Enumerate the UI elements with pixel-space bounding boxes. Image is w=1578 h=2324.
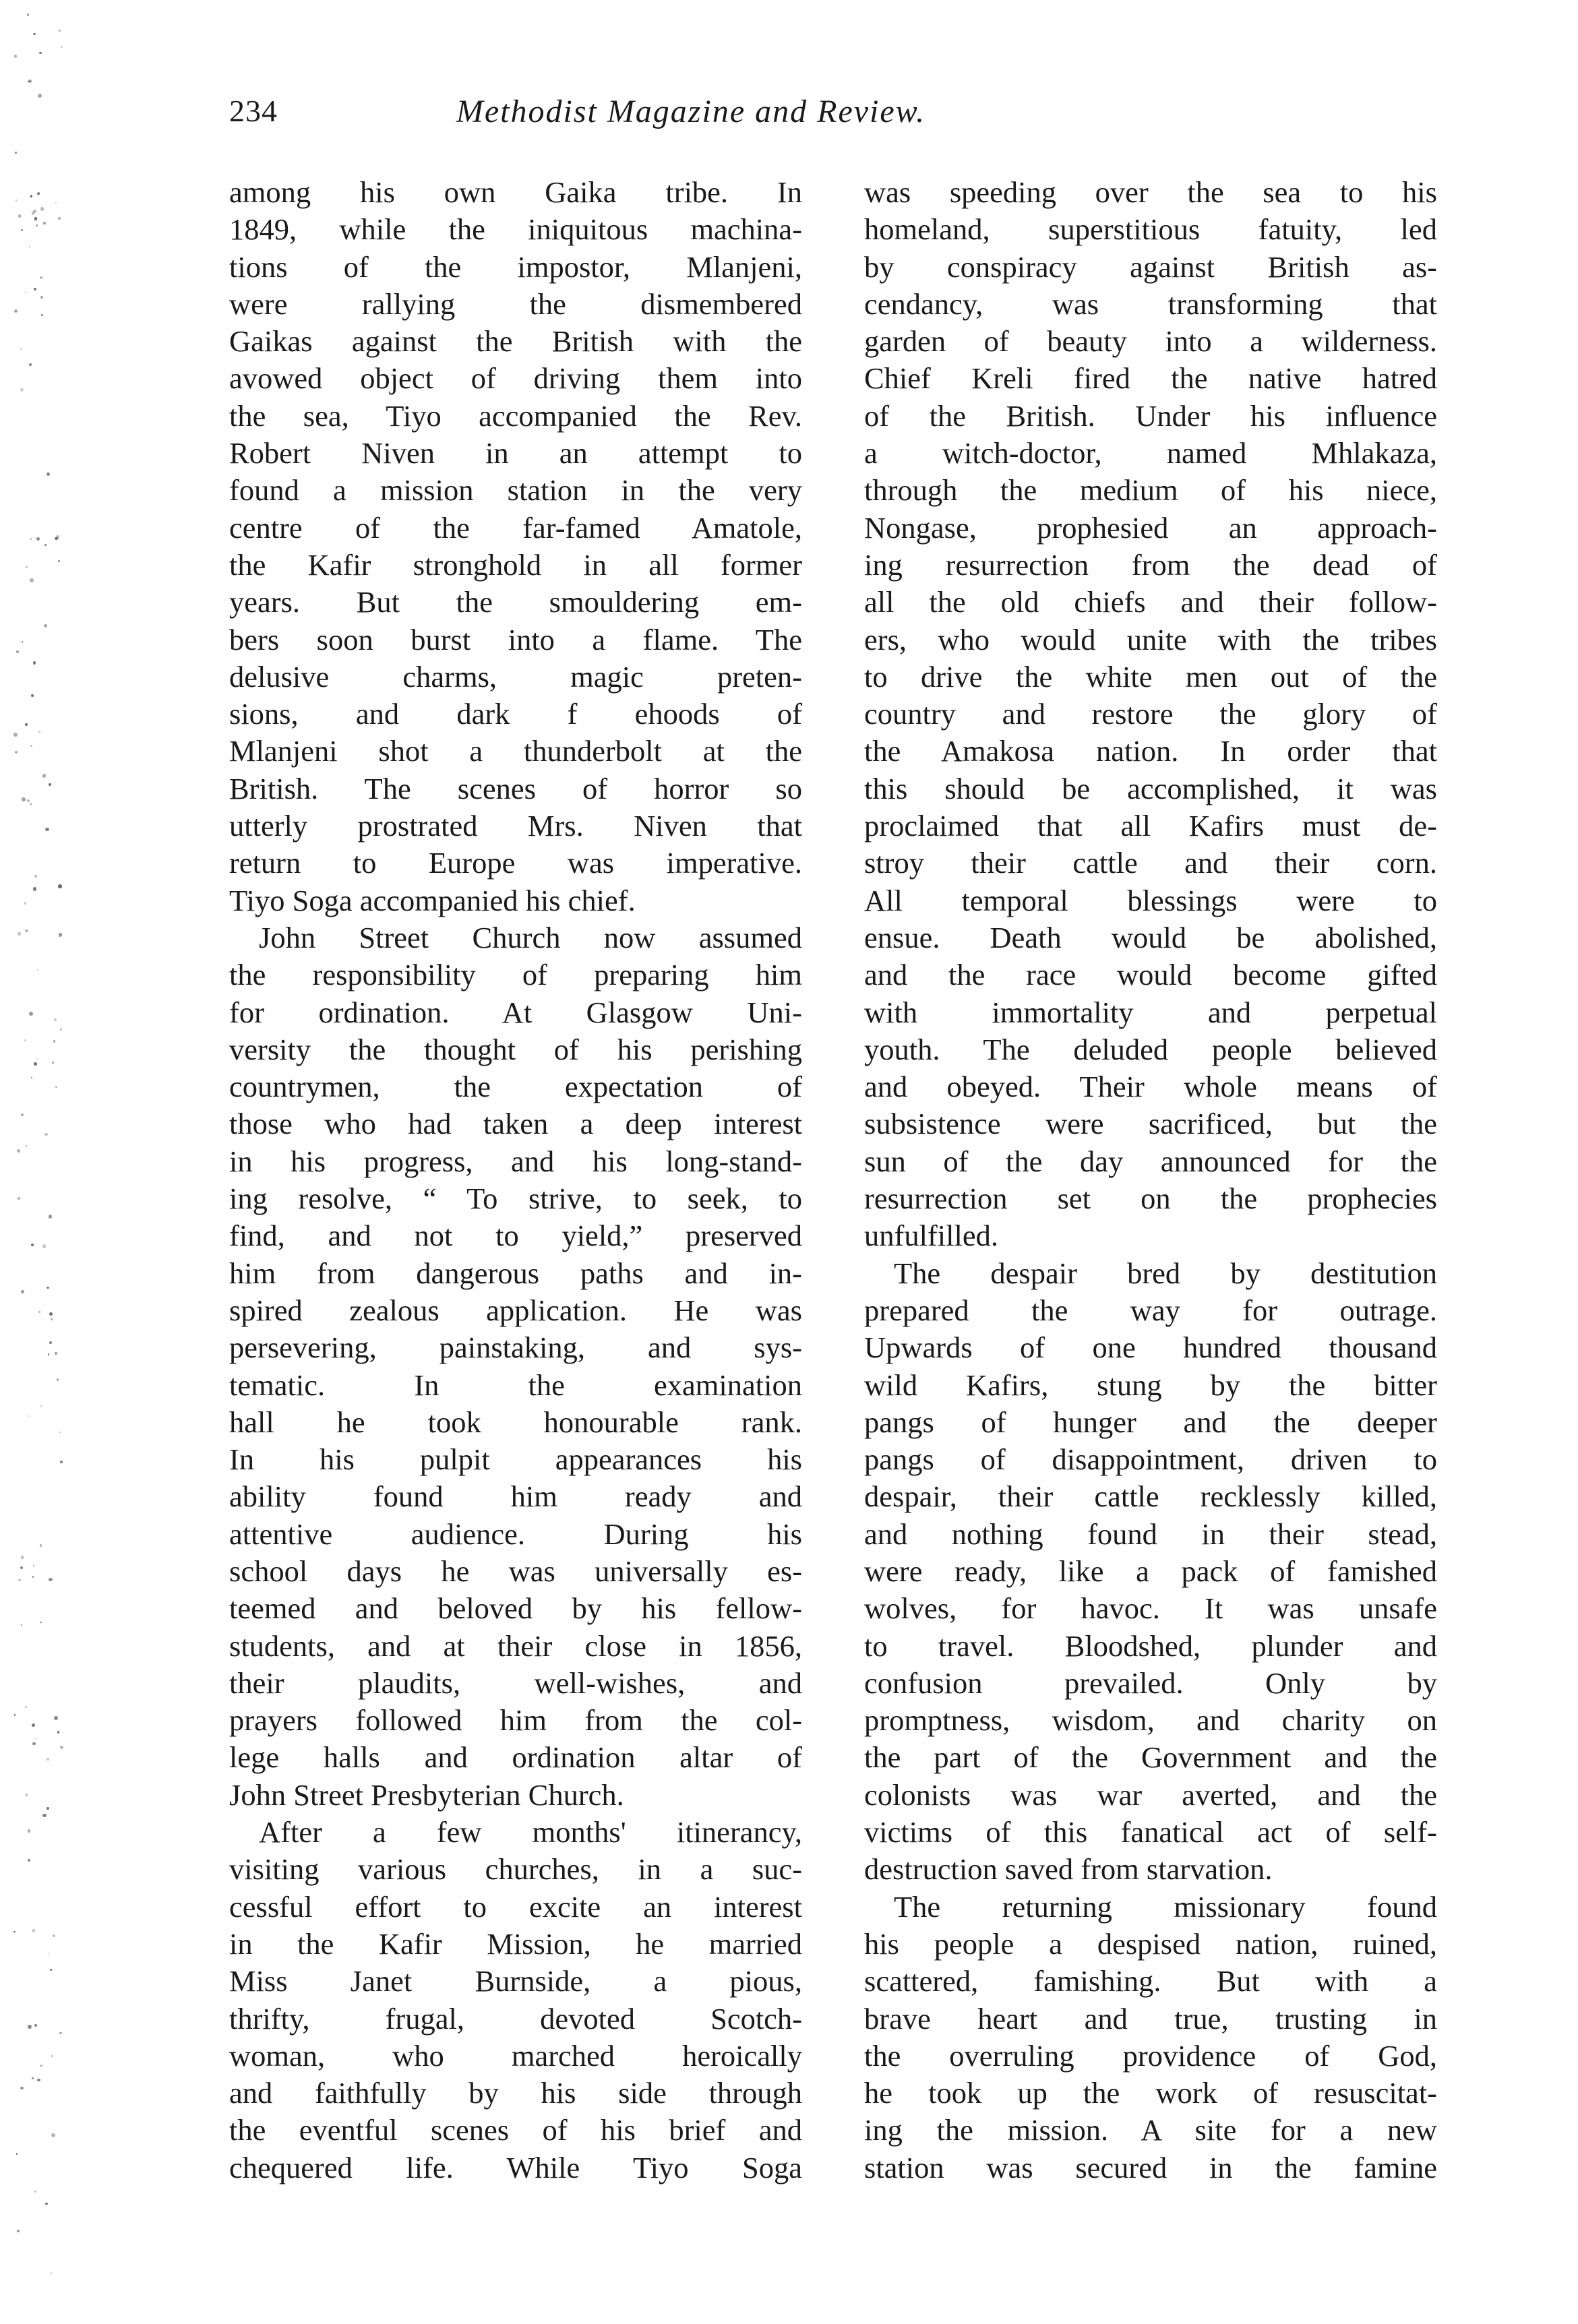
scan-speck [51, 1318, 53, 1320]
scan-speck [36, 1058, 38, 1060]
scan-speck [28, 1829, 31, 1833]
scan-speck [13, 1931, 16, 1933]
text-line: the overruling providence of God, [864, 2038, 1437, 2073]
text-line: thrifty, frugal, devoted Scotch- [229, 2001, 802, 2036]
scan-speck [55, 202, 57, 204]
scan-speck [33, 1565, 34, 1566]
text-line: was speeding over the sea to his [864, 175, 1437, 209]
scan-speck [57, 1731, 60, 1734]
scan-speck [17, 2230, 20, 2232]
text-line: those who had taken a deep interest [229, 1107, 802, 1141]
text-line: return to Europe was imperative. [229, 846, 802, 880]
scan-speck [36, 224, 38, 226]
text-line: versity the thought of his perishing [229, 1032, 802, 1066]
scan-speck [21, 229, 22, 231]
text-line: pangs of hunger and the deeper [864, 1405, 1437, 1439]
text-line: victims of this fanatical act of self- [864, 1815, 1437, 1849]
text-line: to travel. Bloodshed, plunder and [864, 1628, 1437, 1663]
text-line: despair, their cattle recklessly killed, [864, 1479, 1437, 1514]
scan-speck [48, 1353, 50, 1355]
text-line: The returning missionary found [894, 1889, 1437, 1924]
text-line: him from dangerous paths and in- [229, 1256, 802, 1290]
scan-speck [14, 309, 18, 313]
scan-speck [52, 1062, 54, 1064]
text-line: and faithfully by his side through [229, 2076, 802, 2110]
text-line: found a mission station in the very [229, 473, 802, 508]
text-line: in the Kafir Mission, he married [229, 1926, 802, 1961]
scan-speck [56, 535, 60, 539]
scan-speck [51, 2272, 52, 2273]
text-line: hall he took honourable rank. [229, 1405, 802, 1439]
text-line: country and restore the glory of [864, 697, 1437, 731]
scan-speck [22, 641, 24, 643]
scan-speck [58, 884, 62, 888]
scan-speck [30, 803, 32, 805]
text-line: school days he was universally es- [229, 1554, 802, 1588]
scan-speck [54, 1716, 58, 1720]
scan-speck [27, 13, 30, 16]
text-line: garden of beauty into a wilderness. [864, 324, 1437, 359]
left-text-column [229, 174, 802, 2187]
scan-speck [50, 1969, 52, 1971]
scan-speck [41, 314, 43, 316]
scan-speck [24, 1039, 26, 1041]
text-line: countrymen, the expectation of [229, 1070, 802, 1104]
scan-speck [18, 932, 20, 935]
scan-speck [20, 2087, 24, 2090]
text-line: Chief Kreli fired the native hatred [864, 361, 1437, 396]
scan-speck [14, 55, 18, 58]
text-line: station was secured in the famine [864, 2150, 1437, 2184]
scan-speck [40, 1405, 42, 1407]
scan-speck [34, 217, 37, 220]
text-line: years. But the smouldering em- [229, 585, 802, 619]
text-line: the Amakosa nation. In order that [864, 734, 1437, 768]
text-line: Mlanjeni shot a thunderbolt at the [229, 734, 802, 768]
scan-speck [51, 2133, 55, 2137]
text-line: sun of the day announced for the [864, 1144, 1437, 1178]
text-line: destruction saved from starvation. [864, 1852, 1273, 1887]
text-line: prayers followed him from the col- [229, 1703, 802, 1738]
scan-speck [33, 887, 36, 890]
text-line: for ordination. At Glasgow Uni- [229, 995, 802, 1029]
text-line: prepared the way for outrage. [864, 1293, 1437, 1327]
text-line: homeland, superstitious fatuity, led [864, 212, 1437, 247]
text-line: cendancy, was transforming that [864, 286, 1437, 321]
scan-speck [28, 1859, 30, 1862]
text-line: the responsibility of preparing him [229, 958, 802, 992]
text-line: colonists was war averted, and the [864, 1777, 1437, 1812]
text-line: ing resurrection from the dead of [864, 547, 1437, 582]
scan-speck [49, 1312, 53, 1316]
scan-speck [13, 733, 18, 737]
text-line: their plaudits, well-wishes, and [229, 1665, 802, 1700]
scan-speck [54, 1018, 57, 1021]
text-line: in his progress, and his long-stand- [229, 1144, 802, 1178]
text-line: 1849, while the iniquitous machina- [229, 212, 802, 247]
scan-speck [32, 2077, 34, 2079]
text-line: a witch-doctor, named Mhlakaza, [864, 436, 1437, 470]
scan-speck [59, 30, 61, 32]
text-line: Robert Niven in an attempt to [229, 436, 802, 470]
text-line: tematic. In the examination [229, 1368, 802, 1402]
scan-speck [44, 544, 47, 546]
scan-speck [42, 1814, 47, 1818]
text-line: British. The scenes of horror so [229, 771, 802, 805]
scan-speck [60, 1029, 62, 1031]
text-line: the eventful scenes of his brief and [229, 2113, 802, 2147]
text-line: were rallying the dismembered [229, 286, 802, 321]
scan-speck [32, 1723, 35, 1727]
text-line: confusion prevailed. Only by [864, 1665, 1437, 1700]
text-line: visiting various churches, in a suc- [229, 1852, 802, 1887]
scan-speck [51, 2055, 53, 2057]
scan-speck [16, 2153, 18, 2155]
text-line: to drive the white men out of the [864, 659, 1437, 694]
scan-speck [58, 217, 61, 220]
text-line: teemed and beloved by his fellow- [229, 1591, 802, 1626]
scan-speck [26, 1794, 28, 1796]
text-line: All temporal blessings were to [864, 883, 1437, 917]
scan-speck [15, 152, 17, 154]
text-line: wolves, for havoc. It was unsafe [864, 1591, 1437, 1626]
scan-speck [49, 1341, 52, 1344]
scan-speck [26, 1145, 27, 1146]
scan-speck [44, 624, 47, 628]
scan-speck [26, 566, 28, 568]
text-line: bers soon burst into a flame. The [229, 622, 802, 656]
scan-speck [42, 774, 47, 778]
scan-speck [38, 731, 40, 733]
scan-speck [38, 94, 42, 98]
scan-speck [26, 929, 28, 932]
page-number: 234 [229, 94, 278, 128]
scan-speck [16, 200, 18, 202]
scan-speck [60, 1746, 63, 1749]
right-text-column [864, 174, 1437, 2187]
scan-speck [35, 1738, 36, 1740]
scan-speck [30, 195, 32, 197]
scan-speck [40, 1544, 42, 1547]
scan-speck [30, 538, 32, 539]
text-line: of the British. Under his influence [864, 398, 1437, 433]
text-line: resurrection set on the prophecies [864, 1182, 1437, 1216]
scan-speck [45, 828, 49, 832]
text-line: lege halls and ordination altar of [229, 1740, 802, 1775]
text-line: the sea, Tiyo accompanied the Rev. [229, 398, 802, 433]
text-line: John Street Presbyterian Church. [229, 1777, 624, 1812]
scan-speck [29, 246, 30, 247]
text-line: find, and not to yield,” preserved [229, 1219, 802, 1253]
scan-speck [33, 33, 36, 36]
text-line: among his own Gaika tribe. In [229, 175, 802, 209]
scan-speck [28, 2025, 32, 2029]
scan-speck [18, 214, 21, 217]
scan-speck [37, 969, 38, 971]
text-line: subsistence were sacrificed, but the [864, 1107, 1437, 1141]
text-line: Gaikas against the British with the [229, 324, 802, 359]
text-line: woman, who marched heroically [229, 2038, 802, 2073]
text-line: and the race would become gifted [864, 958, 1437, 992]
text-line: After a few months' itinerancy, [259, 1815, 802, 1849]
text-line: ing the mission. A site for a new [864, 2113, 1437, 2147]
scan-speck [47, 472, 50, 476]
scan-speck [32, 1929, 36, 1932]
scan-speck [49, 783, 51, 786]
text-line: The despair bred by destitution [894, 1256, 1437, 1290]
scan-speck [34, 288, 36, 290]
text-line: utterly prostrated Mrs. Niven that [229, 809, 802, 843]
text-line: the part of the Government and the [864, 1740, 1437, 1775]
scan-speck [55, 1086, 57, 1088]
text-line: this should be accomplished, it was [864, 771, 1437, 805]
scan-speck [40, 207, 44, 211]
scan-speck [24, 902, 27, 905]
scan-speck [59, 1432, 61, 1433]
scan-speck [36, 537, 40, 541]
scan-speck [21, 1113, 24, 1116]
scan-speck [31, 1244, 34, 1246]
scan-speck [49, 1578, 52, 1581]
scan-speck [22, 797, 25, 801]
text-line: brave heart and true, trusting in [864, 2001, 1437, 2036]
text-line: ensue. Death would be abolished, [864, 920, 1437, 954]
text-line: In his pulpit appearances his [229, 1442, 802, 1477]
text-line: sions, and dark f ehoods of [229, 697, 802, 731]
scan-margin-specks [0, 0, 74, 2324]
scan-speck [40, 1622, 41, 1623]
scan-speck [45, 2203, 48, 2205]
scan-speck [29, 363, 32, 366]
scan-speck [31, 694, 34, 698]
scan-speck [27, 799, 30, 802]
scan-speck [49, 1215, 52, 1218]
text-line: proclaimed that all Kafirs must de- [864, 809, 1437, 843]
scan-speck [15, 751, 18, 754]
scan-speck [40, 2065, 42, 2067]
text-line: cessful effort to excite an interest [229, 1889, 802, 1924]
scan-speck [18, 1197, 20, 1200]
scan-speck [38, 1311, 40, 1313]
scan-speck [20, 388, 24, 392]
scan-speck [59, 2032, 62, 2035]
text-line: John Street Church now assumed [259, 920, 802, 954]
scan-speck [55, 1352, 57, 1355]
text-line: scattered, famishing. But with a [864, 1964, 1437, 1998]
scan-speck [34, 2024, 37, 2027]
text-line: tions of the impostor, Mlanjeni, [229, 249, 802, 284]
text-line: Nongase, prophesied an approach- [864, 510, 1437, 545]
text-line: persevering, painstaking, and sys- [229, 1331, 802, 1365]
scan-speck [18, 1579, 20, 1581]
scan-speck [17, 1149, 20, 1153]
text-line: youth. The deluded people believed [864, 1032, 1437, 1066]
text-line: chequered life. While Tiyo Soga [229, 2150, 802, 2184]
scan-speck [20, 1566, 23, 1569]
scan-speck [28, 80, 32, 83]
text-line: by conspiracy against British as- [864, 249, 1437, 284]
text-line: through the medium of his niece, [864, 473, 1437, 508]
text-line: and obeyed. Their whole means of [864, 1070, 1437, 1104]
scan-speck [25, 292, 26, 293]
text-line: ing resolve, “ To strive, to seek, to [229, 1182, 802, 1216]
text-line: he took up the work of resuscitat- [864, 2076, 1437, 2110]
scan-speck [28, 1415, 30, 1417]
scan-speck [59, 933, 62, 936]
text-line: the Kafir stronghold in all former [229, 547, 802, 582]
scan-speck [48, 1953, 50, 1955]
scan-speck [32, 1742, 35, 1745]
text-line: centre of the far-famed Amatole, [229, 510, 802, 545]
text-line: Miss Janet Burnside, a pious, [229, 1964, 802, 1998]
text-line: and nothing found in their stead, [864, 1517, 1437, 1551]
text-line: spired zealous application. He was [229, 1293, 802, 1327]
scan-speck [60, 1461, 63, 1463]
text-line: Tiyo Soga accompanied his chief. [229, 883, 636, 917]
scan-speck [40, 296, 43, 299]
text-line: ability found him ready and [229, 1479, 802, 1514]
text-line: wild Kafirs, stung by the bitter [864, 1368, 1437, 1402]
scan-speck [34, 2191, 36, 2192]
scan-speck [53, 1040, 56, 1043]
scan-speck [47, 1287, 49, 1289]
scan-speck [37, 2079, 40, 2082]
text-line: ers, who would unite with the tribes [864, 622, 1437, 656]
scan-speck [31, 1077, 32, 1078]
text-line: were ready, like a pack of famished [864, 1554, 1437, 1588]
text-line: attentive audience. During his [229, 1517, 802, 1551]
scan-speck [32, 1576, 34, 1578]
text-line: delusive charms, magic preten- [229, 659, 802, 694]
scan-speck [53, 1934, 55, 1937]
running-title: Methodist Magazine and Review. [456, 94, 926, 129]
scan-speck [30, 578, 34, 582]
scan-speck [29, 1012, 33, 1016]
text-line: his people a despised nation, ruined, [864, 1926, 1437, 1961]
scan-speck [25, 723, 28, 726]
scan-speck [25, 1706, 27, 1708]
text-line: pangs of disappointment, driven to [864, 1442, 1437, 1477]
scan-speck [42, 1244, 46, 1248]
text-line: stroy their cattle and their corn. [864, 846, 1437, 880]
page-header [229, 93, 1153, 133]
scan-speck [40, 276, 42, 279]
scan-speck [20, 348, 22, 350]
text-line: students, and at their close in 1856, [229, 1628, 802, 1663]
text-line: with immortality and perpetual [864, 995, 1437, 1029]
scan-speck [44, 1133, 47, 1136]
scan-speck [34, 875, 37, 878]
text-line: unfulfilled. [864, 1219, 998, 1253]
scan-speck [21, 1556, 24, 1559]
scan-speck [33, 661, 36, 664]
text-line: all the old chiefs and their follow- [864, 585, 1437, 619]
scan-speck [34, 1062, 36, 1065]
scan-speck [57, 1378, 59, 1380]
scan-speck [14, 1714, 16, 1716]
text-line: avowed object of driving them into [229, 361, 802, 396]
scan-speck [21, 1290, 24, 1293]
scan-speck [61, 46, 63, 48]
scan-speck [58, 560, 60, 562]
scan-speck [47, 1758, 49, 1761]
text-line: Upwards of one hundred thousand [864, 1331, 1437, 1365]
scan-speck [47, 1807, 49, 1810]
scan-speck [43, 222, 45, 224]
scan-speck [32, 212, 34, 214]
scan-speck [21, 1624, 22, 1626]
text-line: promptness, wisdom, and charity on [864, 1703, 1437, 1738]
scan-speck [30, 745, 32, 747]
scan-speck [39, 52, 42, 55]
scan-speck [16, 650, 19, 653]
